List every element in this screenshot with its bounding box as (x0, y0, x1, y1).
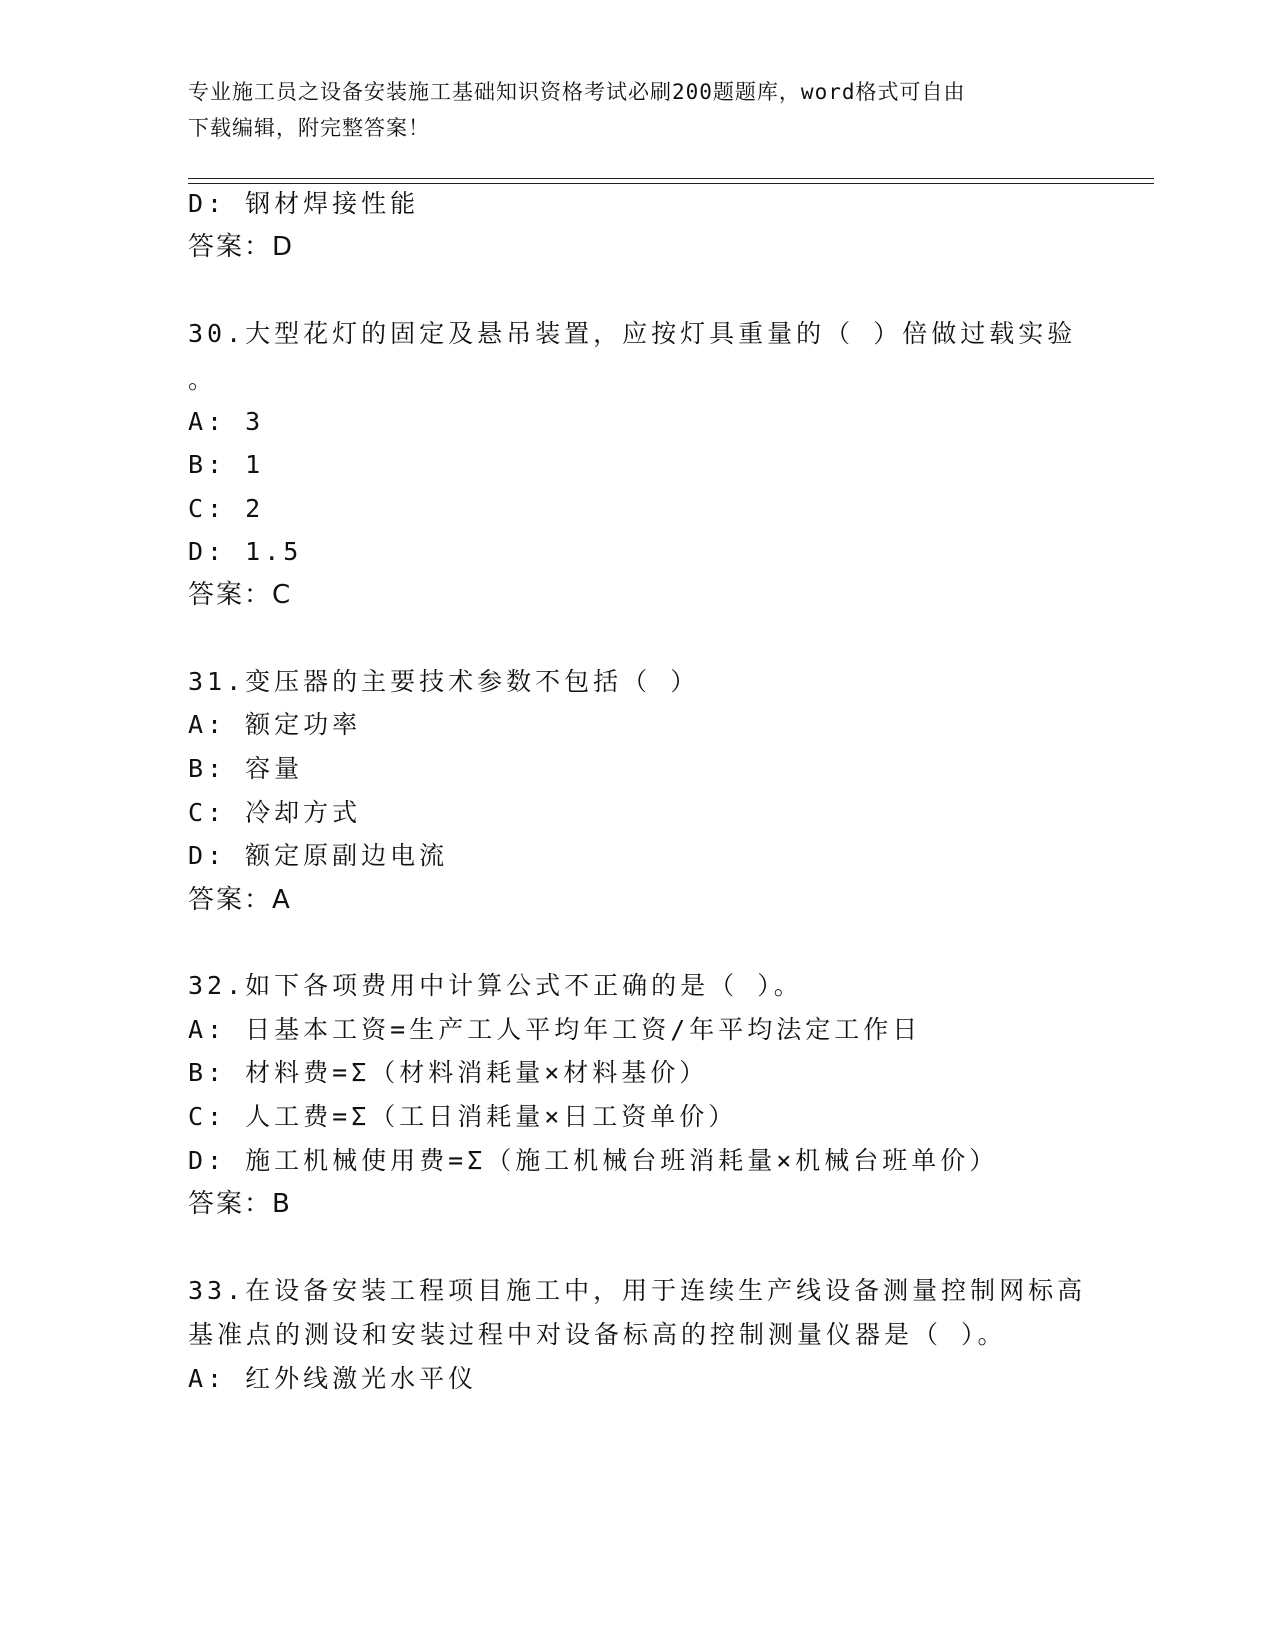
document-header (188, 74, 1088, 146)
q32-stem: 32.如下各项费用中计算公式不正确的是（ ）。 (188, 971, 803, 1000)
q29-answer: 答案：D (188, 232, 295, 262)
q31-option-c: C: 冷却方式 (188, 798, 362, 827)
q31-stem: 31.变压器的主要技术参数不包括（ ） (188, 667, 700, 696)
q32-option-a: A: 日基本工资=生产工人平均年工资/年平均法定工作日 (188, 1015, 922, 1044)
header-divider-bottom (188, 183, 1154, 184)
header-line-1: 专业施工员之设备安装施工基础知识资格考试必刷200题题库，word格式可自由 (188, 80, 966, 104)
q32-option-b: B: 材料费=Σ（材料消耗量×材料基价） (188, 1058, 709, 1087)
q29-option-d: D: 钢材焊接性能 (188, 189, 420, 218)
q33-stem-line-1: 33.在设备安装工程项目施工中，用于连续生产线设备测量控制网标高 (188, 1276, 1087, 1305)
header-divider-top (188, 178, 1154, 179)
q30-option-a: A: 3 (188, 407, 265, 436)
q32-answer: 答案：B (188, 1189, 292, 1219)
q30-answer: 答案：C (188, 580, 293, 610)
q31-option-a: A: 额定功率 (188, 710, 362, 739)
q30-option-b: B: 1 (188, 450, 265, 479)
q30-stem-line-2: 。 (188, 365, 218, 394)
q30-option-d: D: 1.5 (188, 537, 303, 566)
q30-option-c: C: 2 (188, 494, 265, 523)
q31-option-b: B: 容量 (188, 754, 304, 783)
q30-stem-line-1: 30.大型花灯的固定及悬吊装置，应按灯具重量的（ ）倍做过载实验 (188, 319, 1077, 348)
header-line-2: 下载编辑，附完整答案！ (188, 116, 430, 140)
q33-option-a: A: 红外线激光水平仪 (188, 1364, 478, 1393)
q32-option-d: D: 施工机械使用费=Σ（施工机械台班消耗量×机械台班单价） (188, 1146, 999, 1175)
q32-option-c: C: 人工费=Σ（工日消耗量×日工资单价） (188, 1102, 738, 1131)
q31-option-d: D: 额定原副边电流 (188, 841, 449, 870)
q31-answer: 答案：A (188, 885, 292, 915)
q33-stem-line-2: 基准点的测设和安装过程中对设备标高的控制测量仪器是（ ）。 (188, 1320, 1007, 1349)
